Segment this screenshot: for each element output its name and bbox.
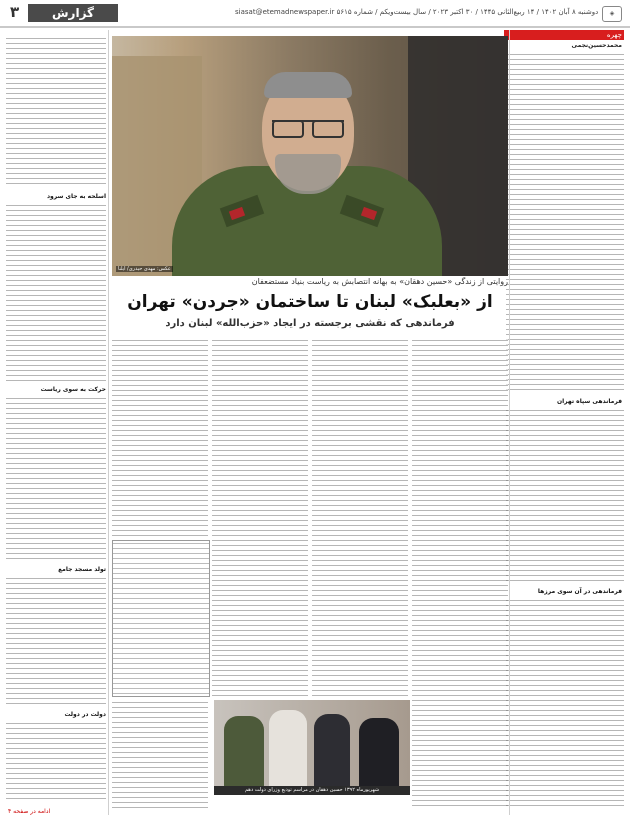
left-text-5: [6, 721, 106, 803]
column-divider: [509, 30, 510, 815]
left-subhead-4: دولت در دولت: [64, 711, 106, 718]
secondary-photo: [214, 700, 410, 786]
column-subhead-2: فرماندهی در آن سوی مرزها: [537, 588, 622, 595]
issue-info: siasat@etemadnewspaper.ir دوشنبه ۸ آبان ۱۴۰۲ / ۱۴ ربیع‌الثانی ۱۴۴۵ / ۳۰ اکتبر ۲۰۲۳ / سال بیست‌ویکم / شماره ۵۶۱۵: [235, 8, 599, 16]
author-name: محمدحسین‌نجمی: [571, 42, 622, 49]
body-column-1: [412, 338, 508, 808]
column-text-2: [506, 408, 624, 583]
left-subhead-1: اسلحه به جای سرود: [46, 193, 106, 200]
body-column-3: [212, 338, 308, 696]
body-column-5: [112, 700, 208, 808]
body-column-2: [312, 338, 408, 696]
newspaper-logo-icon: ◈: [602, 6, 622, 22]
main-photo: [112, 36, 508, 276]
left-text-4: [6, 576, 106, 706]
left-subhead-2: حرکت به سوی ریاست: [40, 386, 106, 393]
left-divider: [108, 30, 109, 815]
column-label: چهره: [504, 30, 624, 40]
article-kicker: روایتی از زندگی «حسین دهقان» به بهانه انتصابش به ریاست بنیاد مستضعفان: [251, 277, 508, 286]
left-text-1: [6, 36, 106, 188]
left-text-3: [6, 396, 106, 562]
article-deck: فرماندهی که نقشی برجسته در ایجاد «حزب‌الله» لبنان دارد: [165, 318, 455, 329]
article-headline: از «بعلبک» لبنان تا ساختمان «جردن» تهران: [127, 292, 493, 312]
column-text-1: [506, 52, 624, 394]
secondary-photo-caption: شهریورماه ۱۳۹۲ حسین دهقان در مراسم تودیع وزرای دولت دهم: [214, 786, 410, 795]
boxed-text: [112, 540, 210, 697]
continued-note: ادامه در صفحه ۴: [8, 808, 51, 815]
left-subhead-3: تولد مسجد جامع: [58, 566, 106, 573]
column-subhead-1: فرماندهی سپاه تهران: [556, 398, 622, 405]
photo-credit: عکس: مهدی حیدری/ ایلنا: [118, 266, 171, 272]
body-column-4: [112, 338, 208, 536]
left-text-2: [6, 203, 106, 381]
column-text-3: [506, 598, 624, 810]
page-header: [0, 0, 630, 28]
page-number: ۳: [10, 3, 20, 21]
section-label: گزارش: [28, 4, 118, 22]
